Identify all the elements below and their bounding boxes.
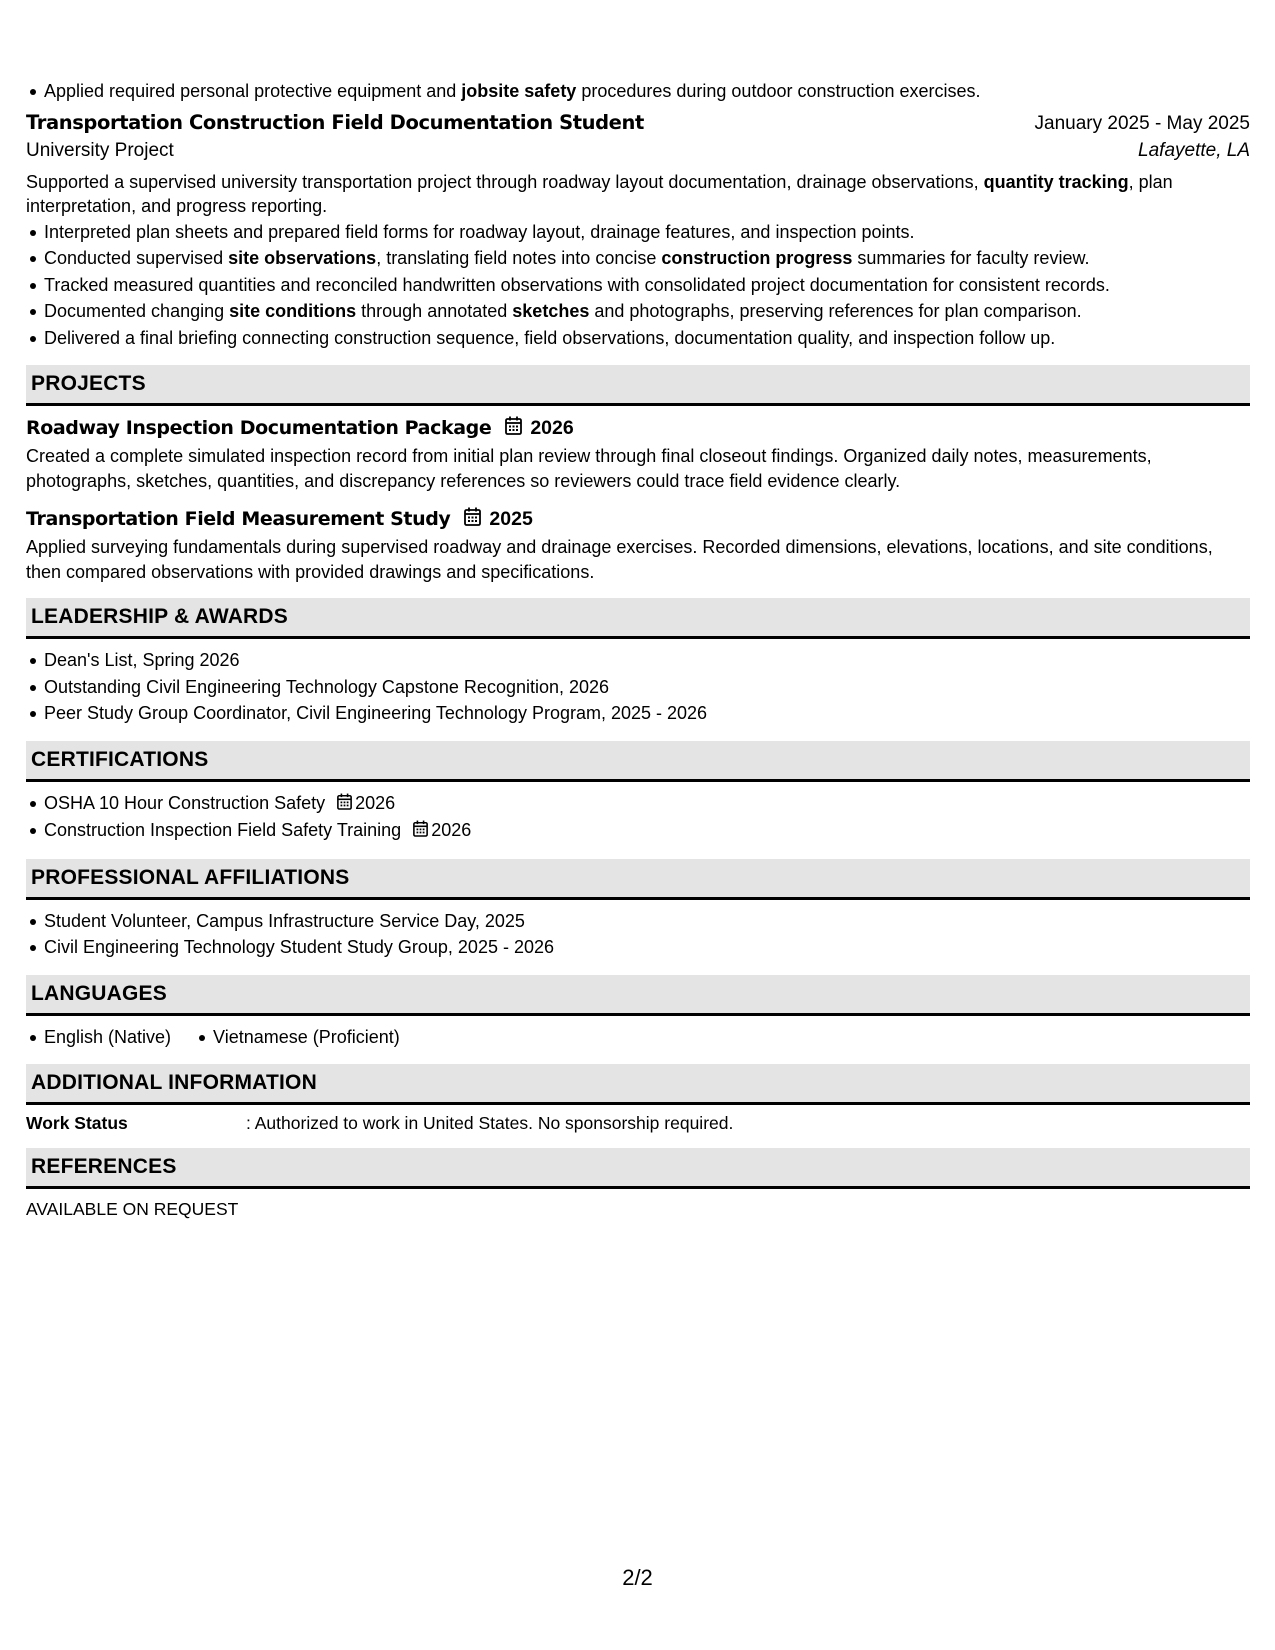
list-item: Dean's List, Spring 2026 [26,647,1250,674]
section-heading-references: REFERENCES [26,1148,1250,1189]
job-organization: University Project [26,139,174,161]
list-item: Interpreted plan sheets and prepared field forms for roadway layout, drainage features, and inspection points. [26,219,1250,246]
project-header [26,416,1250,440]
list-item: Conducted supervised site observations, translating field notes into concise construction progress summaries for faculty review. [26,245,1250,272]
certification-name: OSHA 10 Hour Construction Safety [44,792,326,813]
project-year: 2026 [530,416,574,439]
section-heading-additional-information: ADDITIONAL INFORMATION [26,1064,1250,1105]
page-number: 2/2 [622,1565,653,1590]
list-item: Civil Engineering Technology Student Study Group, 2025 - 2026 [26,934,1250,961]
certifications-list [26,790,1250,845]
affiliations-list [26,908,1250,961]
certification-year: 2026 [431,820,472,840]
list-item [26,790,1250,818]
references-text: AVAILABLE ON REQUEST [26,1199,239,1219]
calendar-icon [413,818,428,845]
project-header [26,507,1250,531]
job-bullets [26,219,1250,352]
list-item [26,817,1250,845]
certification-name: Construction Inspection Field Safety Training [44,820,402,840]
intro-bullet-list [26,78,1250,105]
job-header [26,111,1250,135]
leadership-list [26,647,1250,727]
list-item: Applied required personal protective equipment and jobsite safety procedures during outdoor construction exercises. [26,78,1250,105]
job-title: Transportation Construction Field Documentation Student [26,110,644,134]
language-item: English (Native) [26,1024,171,1051]
language-item: Vietnamese (Proficient) [195,1024,400,1051]
project-year: 2025 [489,507,533,530]
certification-year: 2026 [355,792,396,813]
list-item: Delivered a final briefing connecting construction sequence, field observations, documentation quality, and inspection follow up. [26,325,1250,352]
work-status-label: Work Status [26,1113,128,1133]
section-heading-languages: LANGUAGES [26,975,1250,1016]
project-title: Transportation Field Measurement Study [26,508,451,530]
section-heading-leadership: LEADERSHIP & AWARDS [26,598,1250,639]
section-heading-projects: PROJECTS [26,365,1250,406]
project-description: Created a complete simulated inspection record from initial plan review through final closeout findings. Organized daily notes, measurements, photographs, sketches, quantities, and discrepancy references so reviewers could trace field evidence clearly. [26,446,1152,491]
project-title: Roadway Inspection Documentation Package [26,417,492,439]
job-summary: Supported a supervised university transportation project through roadway layout documentation, drainage observations, quantity tracking, plan interpretation, and progress reporting. [26,171,1173,216]
section-heading-certifications: CERTIFICATIONS [26,741,1250,782]
calendar-icon [337,791,352,818]
list-item: Tracked measured quantities and reconciled handwritten observations with consolidated project documentation for consistent records. [26,272,1250,299]
list-item: Peer Study Group Coordinator, Civil Engineering Technology Program, 2025 - 2026 [26,700,1250,727]
calendar-icon [505,416,522,440]
job-dates: January 2025 - May 2025 [1034,112,1250,134]
work-status-value: : Authorized to work in United States. No sponsorship required. [246,1113,734,1133]
job-subheader [26,140,1250,162]
list-item: Documented changing site conditions through annotated sketches and photographs, preserving references for plan comparison. [26,298,1250,325]
job-location: Lafayette, LA [1138,139,1250,161]
section-heading-affiliations: PROFESSIONAL AFFILIATIONS [26,859,1250,900]
calendar-icon [464,507,481,531]
resume-content [26,78,1250,1220]
work-status-row [26,1113,1250,1134]
languages-list [26,1024,1250,1051]
list-item: Outstanding Civil Engineering Technology Capstone Recognition, 2026 [26,674,1250,701]
project-description: Applied surveying fundamentals during supervised roadway and drainage exercises. Recorded dimensions, elevations, locations, and site conditions, then compared observations with provided drawings and specifications. [26,537,1213,582]
list-item: Student Volunteer, Campus Infrastructure Service Day, 2025 [26,908,1250,935]
